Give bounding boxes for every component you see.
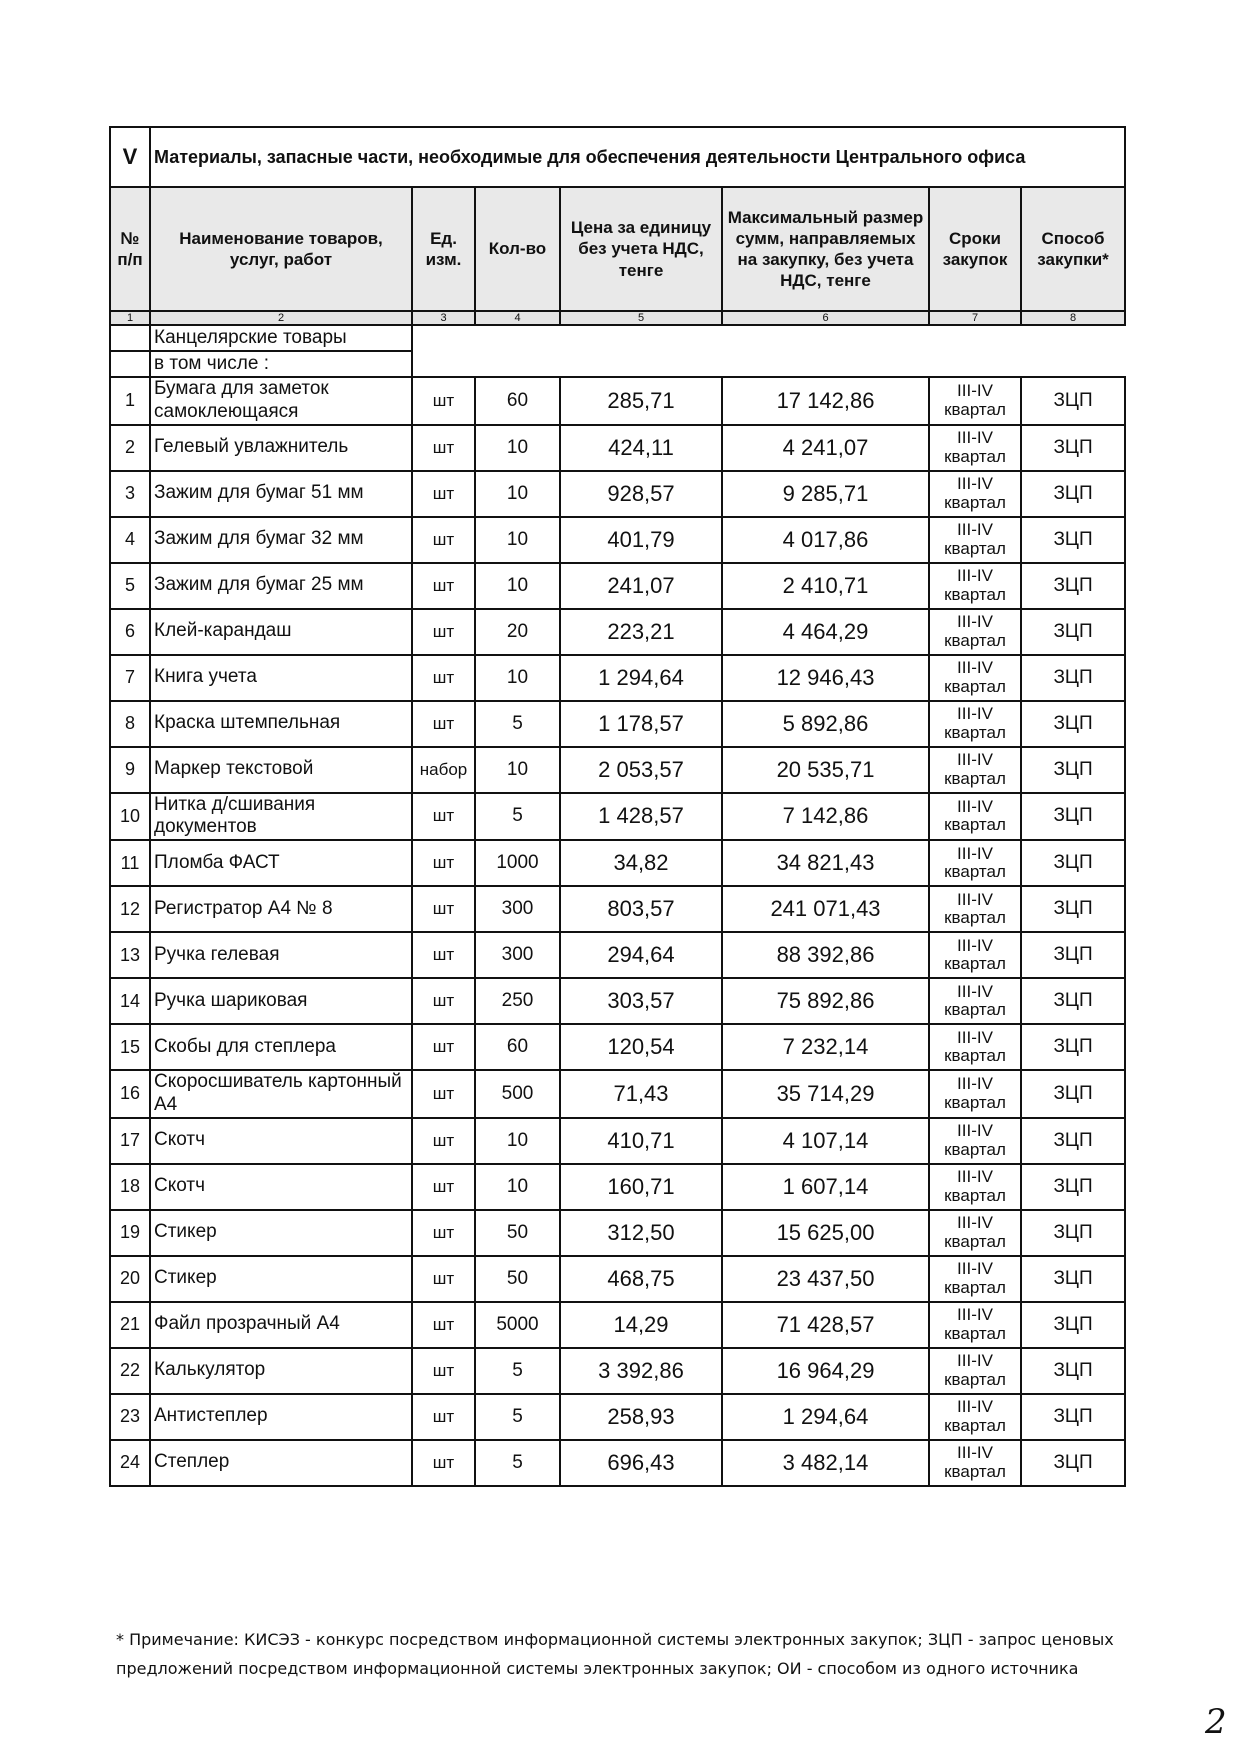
item-name: Антистеплер — [150, 1394, 412, 1440]
row-number: 2 — [110, 425, 150, 471]
row-number: 4 — [110, 517, 150, 563]
procurement-table — [109, 126, 1126, 1487]
quantity: 10 — [475, 517, 560, 563]
quantity: 5000 — [475, 1302, 560, 1348]
item-name: Маркер текстовой — [150, 747, 412, 793]
unit: набор — [412, 747, 475, 793]
row-number: 3 — [110, 471, 150, 517]
row-number: 7 — [110, 655, 150, 701]
header-unit: Ед. изм. — [412, 187, 475, 311]
total-amount: 88 392,86 — [722, 932, 929, 978]
unit: шт — [412, 655, 475, 701]
unit: шт — [412, 1256, 475, 1302]
quantity: 5 — [475, 1440, 560, 1486]
table-row — [110, 1210, 1125, 1256]
unit: шт — [412, 1394, 475, 1440]
quantity: 1000 — [475, 840, 560, 886]
procurement-term: III-IV квартал — [929, 517, 1021, 563]
item-name: Пломба ФАСТ — [150, 840, 412, 886]
unit: шт — [412, 563, 475, 609]
quantity: 5 — [475, 793, 560, 841]
unit: шт — [412, 886, 475, 932]
unit: шт — [412, 701, 475, 747]
unit-price: 401,79 — [560, 517, 722, 563]
unit: шт — [412, 978, 475, 1024]
total-amount: 20 535,71 — [722, 747, 929, 793]
procurement-method: ЗЦП — [1021, 1118, 1125, 1164]
quantity: 10 — [475, 1118, 560, 1164]
unit-price: 1 294,64 — [560, 655, 722, 701]
total-amount: 2 410,71 — [722, 563, 929, 609]
category-blank — [412, 325, 1125, 377]
unit: шт — [412, 377, 475, 425]
total-amount: 16 964,29 — [722, 1348, 929, 1394]
row-number: 13 — [110, 932, 150, 978]
total-amount: 1 294,64 — [722, 1394, 929, 1440]
quantity: 50 — [475, 1256, 560, 1302]
procurement-method: ЗЦП — [1021, 1070, 1125, 1118]
total-amount: 4 464,29 — [722, 609, 929, 655]
row-number: 22 — [110, 1348, 150, 1394]
procurement-method: ЗЦП — [1021, 1210, 1125, 1256]
quantity: 10 — [475, 563, 560, 609]
quantity: 10 — [475, 471, 560, 517]
header-name: Наименование товаров, услуг, работ — [150, 187, 412, 311]
total-amount: 7 232,14 — [722, 1024, 929, 1070]
quantity: 250 — [475, 978, 560, 1024]
total-amount: 17 142,86 — [722, 377, 929, 425]
table-row — [110, 1302, 1125, 1348]
table-row — [110, 793, 1125, 841]
unit-price: 160,71 — [560, 1164, 722, 1210]
procurement-method: ЗЦП — [1021, 840, 1125, 886]
unit-price: 241,07 — [560, 563, 722, 609]
procurement-method: ЗЦП — [1021, 563, 1125, 609]
column-index: 5 — [560, 311, 722, 325]
category-num-cell — [110, 325, 150, 351]
total-amount: 35 714,29 — [722, 1070, 929, 1118]
unit: шт — [412, 517, 475, 563]
unit: шт — [412, 1302, 475, 1348]
column-index: 1 — [110, 311, 150, 325]
column-index: 8 — [1021, 311, 1125, 325]
unit: шт — [412, 425, 475, 471]
category-subtitle: в том числе : — [150, 351, 412, 377]
procurement-term: III-IV квартал — [929, 932, 1021, 978]
unit-price: 312,50 — [560, 1210, 722, 1256]
total-amount: 75 892,86 — [722, 978, 929, 1024]
unit-price: 410,71 — [560, 1118, 722, 1164]
table-row — [110, 471, 1125, 517]
unit: шт — [412, 1348, 475, 1394]
row-number: 17 — [110, 1118, 150, 1164]
item-name: Скотч — [150, 1164, 412, 1210]
category-num-cell — [110, 351, 150, 377]
quantity: 5 — [475, 1394, 560, 1440]
column-index: 6 — [722, 311, 929, 325]
footnote: * Примечание: КИСЭЗ - конкурс посредством информационной системы электронных закупок; ЗЦП - запрос ценовых предложений посредством информационной системы электронных закупок; ОИ - способом из одного источника — [116, 1630, 1114, 1678]
header-method: Способ закупки* — [1021, 187, 1125, 311]
row-number: 24 — [110, 1440, 150, 1486]
table-row — [110, 517, 1125, 563]
item-name: Скотч — [150, 1118, 412, 1164]
procurement-method: ЗЦП — [1021, 1440, 1125, 1486]
unit-price: 1 428,57 — [560, 793, 722, 841]
unit: шт — [412, 793, 475, 841]
quantity: 20 — [475, 609, 560, 655]
category-title: Канцелярские товары — [150, 325, 412, 351]
table-row — [110, 1394, 1125, 1440]
unit-price: 14,29 — [560, 1302, 722, 1348]
column-index: 3 — [412, 311, 475, 325]
row-number: 10 — [110, 793, 150, 841]
procurement-term: III-IV квартал — [929, 655, 1021, 701]
procurement-term: III-IV квартал — [929, 471, 1021, 517]
item-name: Краска штемпельная — [150, 701, 412, 747]
total-amount: 4 241,07 — [722, 425, 929, 471]
procurement-method: ЗЦП — [1021, 747, 1125, 793]
unit: шт — [412, 1210, 475, 1256]
procurement-method: ЗЦП — [1021, 1302, 1125, 1348]
quantity: 10 — [475, 747, 560, 793]
procurement-term: III-IV квартал — [929, 609, 1021, 655]
procurement-term: III-IV квартал — [929, 1348, 1021, 1394]
procurement-term: III-IV квартал — [929, 1256, 1021, 1302]
table-row — [110, 1070, 1125, 1118]
row-number: 18 — [110, 1164, 150, 1210]
procurement-method: ЗЦП — [1021, 377, 1125, 425]
row-number: 12 — [110, 886, 150, 932]
page-number: 2 — [1205, 1702, 1227, 1742]
procurement-term: III-IV квартал — [929, 1394, 1021, 1440]
unit: шт — [412, 1118, 475, 1164]
procurement-term: III-IV квартал — [929, 886, 1021, 932]
procurement-method: ЗЦП — [1021, 1256, 1125, 1302]
procurement-term: III-IV квартал — [929, 1024, 1021, 1070]
unit-price: 696,43 — [560, 1440, 722, 1486]
unit-price: 120,54 — [560, 1024, 722, 1070]
procurement-method: ЗЦП — [1021, 609, 1125, 655]
item-name: Зажим для бумаг 32 мм — [150, 517, 412, 563]
row-number: 8 — [110, 701, 150, 747]
table-row — [110, 701, 1125, 747]
item-name: Стикер — [150, 1256, 412, 1302]
table-row — [110, 932, 1125, 978]
item-name: Книга учета — [150, 655, 412, 701]
table-row — [110, 563, 1125, 609]
row-number: 16 — [110, 1070, 150, 1118]
procurement-term: III-IV квартал — [929, 1440, 1021, 1486]
table-row — [110, 1164, 1125, 1210]
column-index: 2 — [150, 311, 412, 325]
total-amount: 5 892,86 — [722, 701, 929, 747]
procurement-method: ЗЦП — [1021, 1024, 1125, 1070]
total-amount: 23 437,50 — [722, 1256, 929, 1302]
table-row — [110, 978, 1125, 1024]
quantity: 300 — [475, 886, 560, 932]
item-name: Ручка гелевая — [150, 932, 412, 978]
total-amount: 12 946,43 — [722, 655, 929, 701]
unit: шт — [412, 1070, 475, 1118]
unit-price: 71,43 — [560, 1070, 722, 1118]
procurement-method: ЗЦП — [1021, 793, 1125, 841]
procurement-term: III-IV квартал — [929, 747, 1021, 793]
total-amount: 241 071,43 — [722, 886, 929, 932]
header-total: Максимальный размер сумм, направляемых на закупку, без учета НДС, тенге — [722, 187, 929, 311]
table-row — [110, 1118, 1125, 1164]
unit-price: 1 178,57 — [560, 701, 722, 747]
procurement-method: ЗЦП — [1021, 471, 1125, 517]
item-name: Степлер — [150, 1440, 412, 1486]
item-name: Клей-карандаш — [150, 609, 412, 655]
unit-price: 2 053,57 — [560, 747, 722, 793]
procurement-term: III-IV квартал — [929, 1070, 1021, 1118]
table-row — [110, 747, 1125, 793]
total-amount: 4 107,14 — [722, 1118, 929, 1164]
total-amount: 71 428,57 — [722, 1302, 929, 1348]
unit: шт — [412, 471, 475, 517]
header-qty: Кол-во — [475, 187, 560, 311]
total-amount: 15 625,00 — [722, 1210, 929, 1256]
row-number: 23 — [110, 1394, 150, 1440]
row-number: 11 — [110, 840, 150, 886]
procurement-method: ЗЦП — [1021, 701, 1125, 747]
quantity: 500 — [475, 1070, 560, 1118]
procurement-method: ЗЦП — [1021, 886, 1125, 932]
item-name: Гелевый увлажнитель — [150, 425, 412, 471]
row-number: 20 — [110, 1256, 150, 1302]
procurement-term: III-IV квартал — [929, 425, 1021, 471]
procurement-term: III-IV квартал — [929, 1210, 1021, 1256]
item-name: Нитка д/сшивания документов — [150, 793, 412, 841]
procurement-term: III-IV квартал — [929, 701, 1021, 747]
row-number: 19 — [110, 1210, 150, 1256]
table-row — [110, 609, 1125, 655]
total-amount: 3 482,14 — [722, 1440, 929, 1486]
item-name: Зажим для бумаг 51 мм — [150, 471, 412, 517]
unit-price: 303,57 — [560, 978, 722, 1024]
procurement-term: III-IV квартал — [929, 1118, 1021, 1164]
procurement-term: III-IV квартал — [929, 377, 1021, 425]
header-price: Цена за единицу без учета НДС, тенге — [560, 187, 722, 311]
item-name: Скоросшиватель картонный А4 — [150, 1070, 412, 1118]
quantity: 60 — [475, 377, 560, 425]
procurement-term: III-IV квартал — [929, 793, 1021, 841]
header-row — [110, 187, 1125, 311]
unit-price: 928,57 — [560, 471, 722, 517]
table-row — [110, 1024, 1125, 1070]
unit: шт — [412, 840, 475, 886]
unit: шт — [412, 609, 475, 655]
item-name: Зажим для бумаг 25 мм — [150, 563, 412, 609]
section-number: V — [110, 127, 150, 187]
procurement-method: ЗЦП — [1021, 978, 1125, 1024]
procurement-method: ЗЦП — [1021, 1348, 1125, 1394]
procurement-term: III-IV квартал — [929, 1302, 1021, 1348]
unit: шт — [412, 1024, 475, 1070]
unit-price: 258,93 — [560, 1394, 722, 1440]
total-amount: 1 607,14 — [722, 1164, 929, 1210]
procurement-method: ЗЦП — [1021, 1394, 1125, 1440]
row-number: 14 — [110, 978, 150, 1024]
item-name: Скобы для степлера — [150, 1024, 412, 1070]
procurement-method: ЗЦП — [1021, 1164, 1125, 1210]
unit-price: 803,57 — [560, 886, 722, 932]
unit: шт — [412, 1440, 475, 1486]
procurement-method: ЗЦП — [1021, 517, 1125, 563]
procurement-term: III-IV квартал — [929, 563, 1021, 609]
unit-price: 468,75 — [560, 1256, 722, 1302]
total-amount: 34 821,43 — [722, 840, 929, 886]
quantity: 5 — [475, 1348, 560, 1394]
quantity: 10 — [475, 655, 560, 701]
unit-price: 424,11 — [560, 425, 722, 471]
quantity: 5 — [475, 701, 560, 747]
row-number: 9 — [110, 747, 150, 793]
table-row — [110, 655, 1125, 701]
quantity: 10 — [475, 425, 560, 471]
table-row — [110, 1256, 1125, 1302]
item-name: Регистратор А4 № 8 — [150, 886, 412, 932]
header-num: № п/п — [110, 187, 150, 311]
total-amount: 7 142,86 — [722, 793, 929, 841]
unit: шт — [412, 932, 475, 978]
quantity: 60 — [475, 1024, 560, 1070]
procurement-term: III-IV квартал — [929, 840, 1021, 886]
procurement-method: ЗЦП — [1021, 932, 1125, 978]
item-name: Калькулятор — [150, 1348, 412, 1394]
procurement-term: III-IV квартал — [929, 978, 1021, 1024]
header-term: Сроки закупок — [929, 187, 1021, 311]
row-number: 6 — [110, 609, 150, 655]
column-index: 7 — [929, 311, 1021, 325]
table-row — [110, 425, 1125, 471]
column-index-row — [110, 311, 1125, 325]
unit: шт — [412, 1164, 475, 1210]
category-row — [110, 325, 1125, 351]
total-amount: 9 285,71 — [722, 471, 929, 517]
procurement-term: III-IV квартал — [929, 1164, 1021, 1210]
item-name: Стикер — [150, 1210, 412, 1256]
row-number: 1 — [110, 377, 150, 425]
table-row — [110, 886, 1125, 932]
section-row — [110, 127, 1125, 187]
table-row — [110, 377, 1125, 425]
quantity: 300 — [475, 932, 560, 978]
section-title: Материалы, запасные части, необходимые для обеспечения деятельности Центрального офиса — [150, 127, 1125, 187]
table-row — [110, 1440, 1125, 1486]
unit-price: 3 392,86 — [560, 1348, 722, 1394]
quantity: 10 — [475, 1164, 560, 1210]
procurement-method: ЗЦП — [1021, 425, 1125, 471]
table-row — [110, 1348, 1125, 1394]
item-name: Бумага для заметок самоклеющаяся — [150, 377, 412, 425]
item-name: Файл прозрачный А4 — [150, 1302, 412, 1348]
procurement-method: ЗЦП — [1021, 655, 1125, 701]
unit-price: 294,64 — [560, 932, 722, 978]
row-number: 5 — [110, 563, 150, 609]
quantity: 50 — [475, 1210, 560, 1256]
total-amount: 4 017,86 — [722, 517, 929, 563]
unit-price: 285,71 — [560, 377, 722, 425]
unit-price: 34,82 — [560, 840, 722, 886]
column-index: 4 — [475, 311, 560, 325]
row-number: 21 — [110, 1302, 150, 1348]
unit-price: 223,21 — [560, 609, 722, 655]
row-number: 15 — [110, 1024, 150, 1070]
table-row — [110, 840, 1125, 886]
item-name: Ручка шариковая — [150, 978, 412, 1024]
